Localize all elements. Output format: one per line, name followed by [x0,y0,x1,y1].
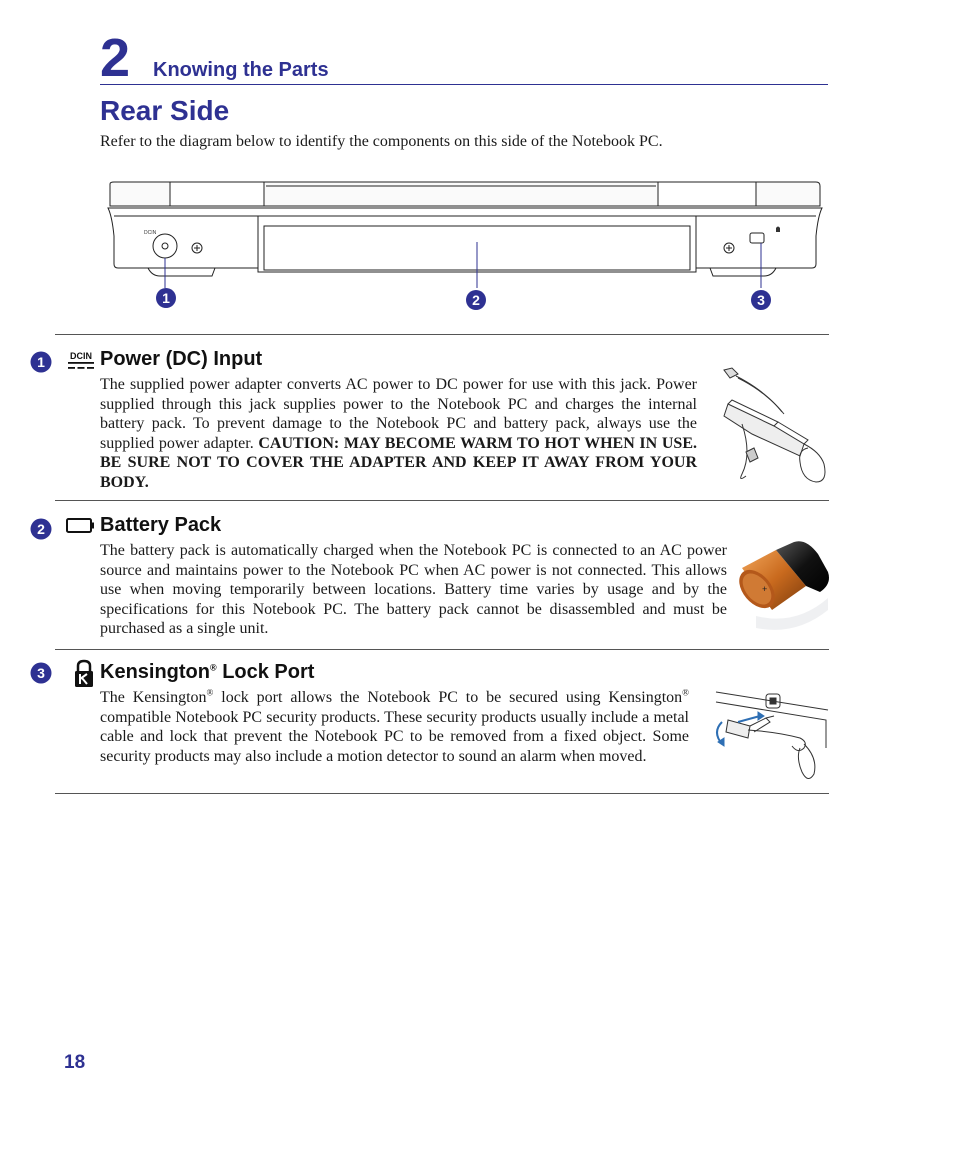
section-divider [55,500,829,501]
section-3-body-text: lock port allows the Notebook PC to be secured using Kensington [213,689,683,706]
svg-text:1: 1 [162,290,170,306]
section-3-number-badge [30,662,52,684]
svg-text:1: 1 [37,354,45,370]
section-2-title: Battery Pack [100,514,222,536]
svg-text:2: 2 [472,292,480,308]
svg-text:3: 3 [757,292,765,308]
section-1-description: The supplied power adapter converts AC power to DC power for use with this jack. Power supplied through this jack supplies power to the Notebook PC and charges the internal battery pack. To prevent damage to the Notebook PC and battery pack, always use the supplied power adapter. [100,376,697,452]
section-3-body-text: The Kensington [100,689,207,706]
section-1-caution: CAUTION: MAY BECOME WARM TO HOT WHEN IN USE. BE SURE NOT TO COVER THE ADAPTER AND KEEP IT AWAY FROM YOUR BODY. [100,434,697,491]
section-3-body-text: compatible Notebook PC security products. These security products usually include a metal cable and lock that prevent the Notebook PC to be removed from a fixed object. Some security products may also include a motion detector to sound an alarm when moved. [100,708,689,765]
header-rule [100,84,828,85]
section-3-title [100,660,314,684]
battery-icon [66,516,96,536]
rear-side-diagram [100,176,830,316]
chapter-title: Knowing the Parts [153,59,329,81]
section-2-number-badge [30,518,52,540]
page-number: 18 [64,1052,86,1073]
section-divider [55,649,829,650]
intro-text: Refer to the diagram below to identify the components on this side of the Notebook PC. [100,133,663,150]
section-1-number-badge [30,351,52,373]
battery-image [736,540,832,636]
power-adapter-image [712,364,830,488]
section-2-body: The battery pack is automatically charged when the Notebook PC is connected to an AC power source and maintains power to the Notebook PC when AC power is not connected. This allows use when moving temporarily between locations. Battery time varies by usage and by the specifications for this Notebook PC. The battery pack cannot be disassembled and must be purchased as a single unit. [100,542,727,638]
section-3-title-main: Kensington [100,661,210,683]
svg-text:2: 2 [37,521,45,537]
dc-input-icon [66,350,96,372]
page-title: Rear Side [100,95,230,126]
dcin-port-label: DCIN [144,230,157,236]
svg-text:DCIN: DCIN [70,351,92,361]
diagram-marker-2 [466,290,486,310]
chapter-number: 2 [100,28,131,88]
section-3-body [100,688,689,766]
section-1-body [100,375,697,493]
svg-text:3: 3 [37,665,45,681]
kensington-lock-image [708,688,830,784]
svg-text:+: + [762,584,768,594]
registered-mark: ® [210,662,217,673]
kensington-lock-icon [73,659,95,689]
diagram-marker-1 [156,288,176,308]
section-1-title: Power (DC) Input [100,348,263,370]
section-divider [55,793,829,794]
section-divider [55,334,829,335]
registered-mark: ® [682,687,689,698]
section-3-title-rest: Lock Port [216,661,315,683]
registered-mark: ® [206,687,214,698]
diagram-marker-3 [751,290,771,310]
